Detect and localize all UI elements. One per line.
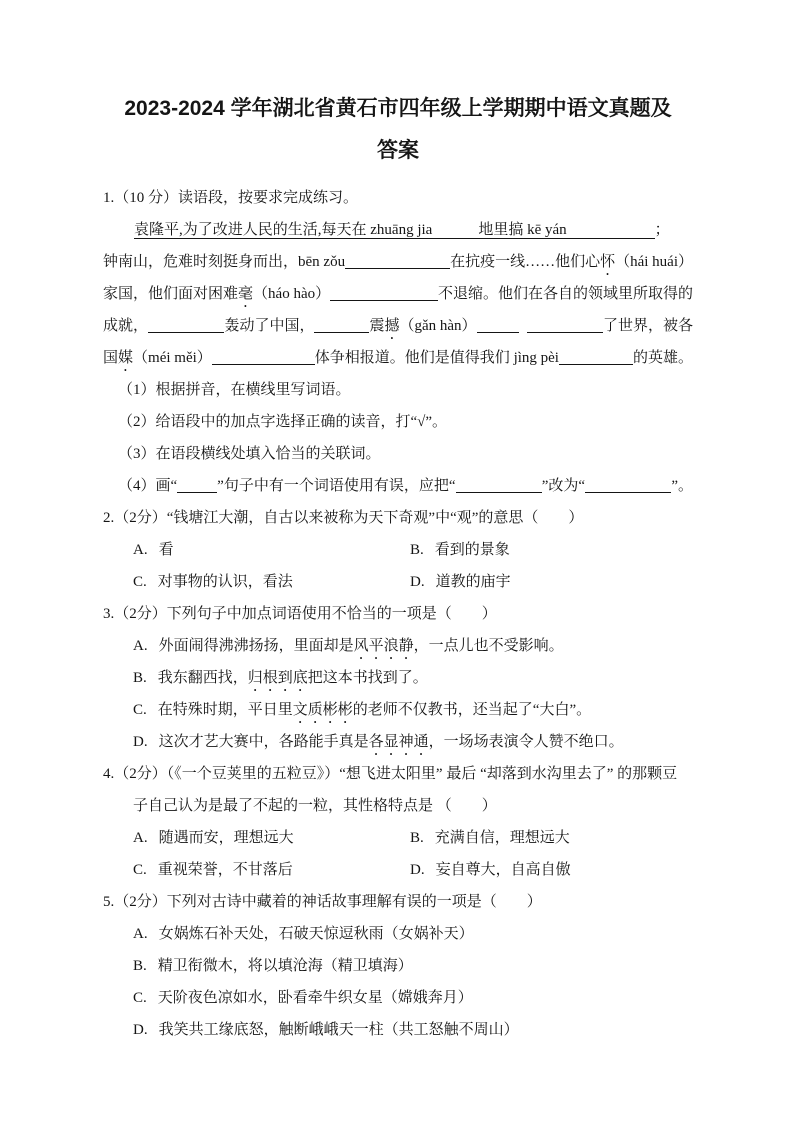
answer-blank: [330, 288, 438, 301]
passage-text: （hái huái）: [615, 254, 693, 270]
q3-option-d: [103, 726, 693, 758]
option-label: C.: [133, 862, 147, 878]
option-text: 妄自尊大，自高自傲: [435, 862, 571, 878]
pinyin-text: zhuāng jia: [370, 222, 433, 238]
option-a: [133, 534, 410, 566]
title-line-2: 答案: [377, 139, 419, 162]
passage-text: 国: [103, 350, 119, 366]
option-c: [133, 566, 410, 598]
pinyin-text: kē yán: [527, 222, 567, 238]
option-label: C.: [133, 990, 147, 1006]
answer-blank: [148, 320, 224, 333]
dotted-word: 归根到底: [247, 670, 308, 686]
answer-blank: [314, 320, 369, 333]
dotted-word: 风平浪静: [353, 638, 414, 654]
option-label: C.: [133, 702, 147, 718]
passage-text: （méi měi）: [133, 350, 212, 366]
answer-blank: [432, 233, 478, 234]
option-text: 我东翻西找，: [157, 670, 248, 686]
q3-option-a: [103, 630, 693, 662]
dotted-char: 毫: [238, 286, 254, 302]
q2-options-row-2: [103, 566, 693, 598]
document-title: [103, 88, 693, 172]
passage-text: 了世界，被各: [602, 318, 693, 334]
passage-line-3: [103, 278, 693, 310]
dotted-char: 媒: [118, 350, 134, 366]
option-text: ，一场场表演令人赞不绝口。: [428, 734, 624, 750]
passage-text: 在抗疫一线……他们心: [450, 254, 601, 270]
q1-subquestion-4: [103, 470, 693, 502]
passage-text: 震: [369, 318, 385, 334]
question-1-header: 1.（10 分）读语段，按要求完成练习。: [103, 190, 359, 206]
passage-text: 家国，他们面对困难: [103, 286, 239, 302]
dotted-char: 怀: [600, 254, 616, 270]
option-text: 的老师不仅教书，还当起了“大白”。: [352, 702, 592, 718]
option-text: 对事物的认识，看法: [157, 574, 293, 590]
option-text: 重视荣誉，不甘落后: [157, 862, 293, 878]
option-text: 天阶夜色凉如水，卧看牵牛织女星（嫦娥奔月）: [157, 990, 473, 1006]
passage-line-1: [103, 214, 693, 246]
passage-text: 成就，: [103, 318, 149, 334]
subquestion-text: ”改为“: [541, 478, 586, 494]
option-text: 精卫衔微木，将以填沧海（精卫填海）: [157, 958, 413, 974]
option-text: 把这本书找到了。: [307, 670, 428, 686]
q5-option-c: [103, 982, 693, 1014]
question-2-header: 2.（2分）“钱塘江大潮，自古以来被称为天下奇观”中“观”的意思（ ）: [103, 510, 584, 526]
passage-text: 的英雄。: [632, 350, 693, 366]
option-label: D.: [133, 734, 148, 750]
passage-line-2: [103, 246, 693, 278]
option-label: B.: [410, 542, 424, 558]
title-line-1: 2023-2024 学年湖北省黄石市四年级上学期期中语文真题及: [124, 97, 672, 120]
dotted-word: 文质彬彬: [292, 702, 353, 718]
passage-text: 钟南山，危难时刻挺身而出，: [103, 254, 299, 270]
passage-text: （háo hào）: [253, 286, 331, 302]
option-text: 看: [158, 542, 174, 558]
subquestion-text: ”。: [671, 478, 693, 494]
pinyin-text: bēn zǒu: [298, 254, 346, 270]
option-label: A.: [133, 926, 148, 942]
q5-option-a: [103, 918, 693, 950]
option-d: [410, 854, 571, 886]
q2-options-row-1: [103, 534, 693, 566]
answer-blank: [177, 480, 217, 493]
option-b: [410, 534, 510, 566]
option-label: A.: [133, 830, 148, 846]
pinyin-text: jìng pèi: [513, 350, 559, 366]
passage-text: 轰动了中国，: [224, 318, 315, 334]
subquestion-text: （4）画“: [118, 478, 178, 494]
option-text: 道教的庙宇: [435, 574, 511, 590]
passage-line-4: [103, 310, 693, 342]
option-d: [410, 566, 511, 598]
passage-text: 体争相报道。他们是值得我们: [314, 350, 514, 366]
passage-text: ；: [654, 222, 670, 238]
option-text: 这次才艺大赛中，各路能手真是: [158, 734, 369, 750]
option-a: [133, 822, 410, 854]
option-text: 随遇而安，理想远大: [158, 830, 294, 846]
option-text: 女娲炼石补天处，石破天惊逗秋雨（女娲补天）: [158, 926, 474, 942]
q1-subquestion-2: （2）给语段中的加点字选择正确的读音，打“√”。: [118, 414, 448, 430]
option-text: 我笑共工缘底怒，触断峨峨天一柱（共工怒触不周山）: [158, 1022, 519, 1038]
option-label: B.: [133, 958, 147, 974]
answer-blank: [527, 320, 603, 333]
option-label: D.: [410, 574, 425, 590]
option-label: A.: [133, 542, 148, 558]
option-text: 外面闹得沸沸扬扬，里面却是: [158, 638, 354, 654]
dotted-char: 撼: [384, 318, 400, 334]
option-label: D.: [133, 1022, 148, 1038]
answer-blank: [477, 320, 519, 333]
option-text: 充满自信，理想远大: [434, 830, 570, 846]
dotted-word: 各显神通: [368, 734, 429, 750]
option-label: B.: [133, 670, 147, 686]
question-4-header-line-2: 子自己认为是最了不起的一粒，其性格特点是 （ ）: [133, 798, 497, 814]
option-label: C.: [133, 574, 147, 590]
passage-text: （gǎn hàn）: [399, 318, 477, 334]
option-text: 在特殊时期，平日里: [157, 702, 293, 718]
subquestion-text: ”句子中有一个词语使用有误，应把“: [217, 478, 456, 494]
question-3-header: 3.（2分）下列句子中加点词语使用不恰当的一项是（ ）: [103, 606, 497, 622]
question-4-header-line-1: 4.（2分）（《一个豆荚里的五粒豆》）“想飞进太阳里” 最后 “却落到水沟里去了” 的那颗豆: [103, 766, 678, 782]
option-text: 看到的景象: [434, 542, 510, 558]
option-b: [410, 822, 570, 854]
option-c: [133, 854, 410, 886]
option-label: B.: [410, 830, 424, 846]
option-label: D.: [410, 862, 425, 878]
passage-line-5: [103, 342, 693, 374]
passage-text: 地里搞: [478, 222, 528, 238]
passage-text: 不退缩。他们在各自的领域里所取得的: [437, 286, 693, 302]
underlined-sentence: [134, 222, 655, 239]
answer-blank: [345, 256, 450, 269]
option-label: A.: [133, 638, 148, 654]
answer-blank: [567, 233, 655, 234]
answer-blank: [456, 480, 542, 493]
q3-option-c: [103, 694, 693, 726]
q5-option-b: [103, 950, 693, 982]
passage-text: 袁隆平,为了改进人民的生活,每天在: [134, 222, 371, 238]
q4-options-row-1: [103, 822, 693, 854]
answer-blank: [212, 352, 315, 365]
q5-option-d: [103, 1014, 693, 1046]
answer-blank: [559, 352, 633, 365]
q3-option-b: [103, 662, 693, 694]
q1-subquestion-3: （3）在语段横线处填入恰当的关联词。: [118, 446, 381, 462]
question-5-header: 5.（2分）下列对古诗中藏着的神话故事理解有误的一项是（ ）: [103, 894, 542, 910]
q1-subquestion-1: （1）根据拼音，在横线里写词语。: [118, 382, 351, 398]
option-text: ，一点儿也不受影响。: [413, 638, 564, 654]
q4-options-row-2: [103, 854, 693, 886]
answer-blank: [585, 480, 671, 493]
